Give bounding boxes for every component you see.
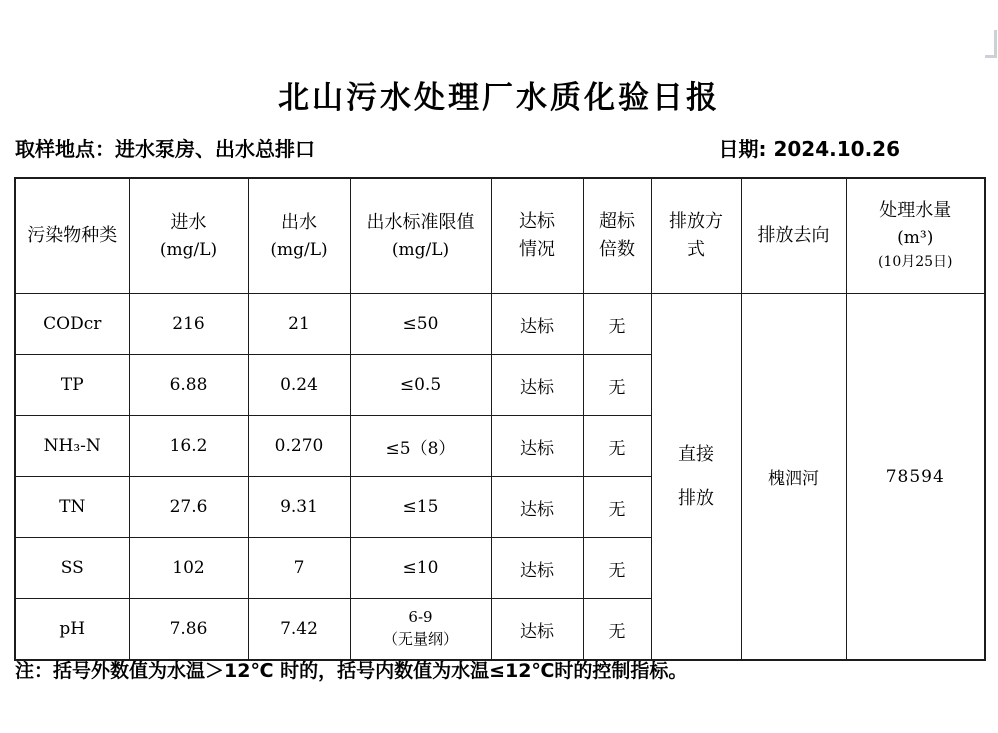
effluent-value: 21	[248, 294, 350, 355]
header-exceed-multiple: 超标 倍数	[583, 178, 651, 294]
effluent-value: 0.270	[248, 416, 350, 477]
compliance-value: 达标	[491, 477, 583, 538]
pollutant-name: pH	[15, 599, 129, 661]
effluent-value: 7	[248, 538, 350, 599]
influent-value: 102	[129, 538, 248, 599]
report-date-label: 日期: 2024.10.26	[718, 137, 900, 161]
meta-row	[15, 133, 900, 162]
header-treated-volume: 处理水量 (m³) (10月25日)	[846, 178, 985, 294]
pollutant-name: CODcr	[15, 294, 129, 355]
pollutant-name: TN	[15, 477, 129, 538]
compliance-value: 达标	[491, 416, 583, 477]
limit-value: ≤5（8）	[350, 416, 491, 477]
effluent-value: 9.31	[248, 477, 350, 538]
pollutant-name: TP	[15, 355, 129, 416]
influent-value: 7.86	[129, 599, 248, 661]
header-effluent-limit: 出水标准限值 (mg/L)	[350, 178, 491, 294]
discharge-destination-cell: 槐泗河	[741, 294, 846, 661]
pollutant-name: SS	[15, 538, 129, 599]
influent-value: 216	[129, 294, 248, 355]
footnote: 注：括号外数值为水温＞12℃ 时的，括号内数值为水温≤12℃时的控制指标。	[15, 660, 688, 682]
exceed-value: 无	[583, 416, 651, 477]
compliance-value: 达标	[491, 355, 583, 416]
compliance-value: 达标	[491, 599, 583, 661]
influent-value: 6.88	[129, 355, 248, 416]
exceed-value: 无	[583, 355, 651, 416]
limit-value: ≤15	[350, 477, 491, 538]
header-effluent: 出水 (mg/L)	[248, 178, 350, 294]
limit-value: ≤10	[350, 538, 491, 599]
compliance-value: 达标	[491, 538, 583, 599]
pollutant-name: NH₃-N	[15, 416, 129, 477]
compliance-value: 达标	[491, 294, 583, 355]
effluent-value: 7.42	[248, 599, 350, 661]
exceed-value: 无	[583, 599, 651, 661]
header-influent: 进水 (mg/L)	[129, 178, 248, 294]
header-pollutant-type: 污染物种类	[15, 178, 129, 294]
scan-artifact-mark	[985, 30, 997, 58]
sampling-location-label: 取样地点：进水泵房、出水总排口	[15, 137, 315, 161]
limit-value: ≤50	[350, 294, 491, 355]
table-row-codcr	[15, 294, 985, 355]
table-header-row	[15, 178, 985, 294]
treated-volume-cell: 78594	[846, 294, 985, 661]
water-quality-table	[14, 177, 986, 661]
influent-value: 27.6	[129, 477, 248, 538]
limit-value: 6-9 （无量纲）	[350, 599, 491, 661]
influent-value: 16.2	[129, 416, 248, 477]
exceed-value: 无	[583, 477, 651, 538]
exceed-value: 无	[583, 538, 651, 599]
effluent-value: 0.24	[248, 355, 350, 416]
header-discharge-destination: 排放去向	[741, 178, 846, 294]
header-discharge-mode: 排放方 式	[651, 178, 741, 294]
limit-value: ≤0.5	[350, 355, 491, 416]
header-compliance-status: 达标 情况	[491, 178, 583, 294]
page-title: 北山污水处理厂水质化验日报	[278, 80, 720, 116]
exceed-value: 无	[583, 294, 651, 355]
discharge-mode-cell: 直接 排放	[651, 294, 741, 661]
